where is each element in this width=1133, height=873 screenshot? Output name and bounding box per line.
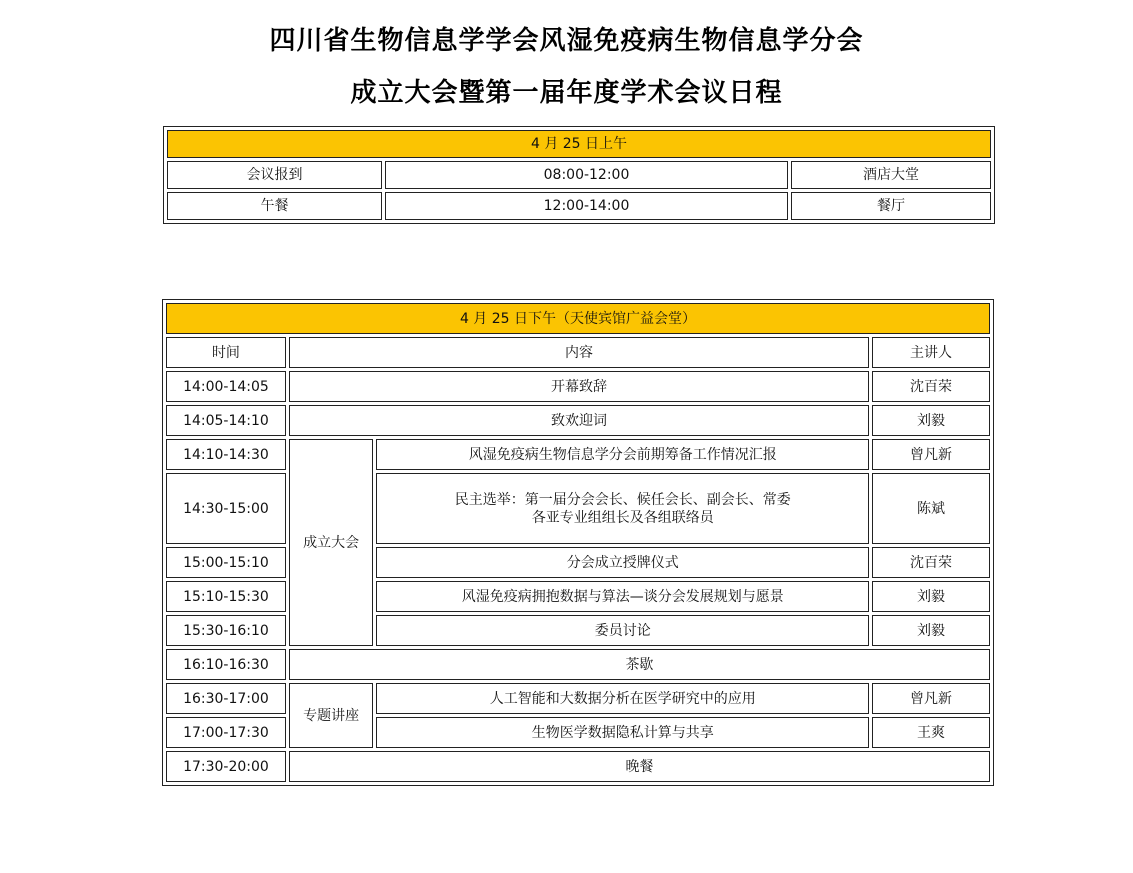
- col-header-time: 时间: [166, 337, 286, 368]
- morning-header: 4 月 25 日上午: [167, 130, 991, 158]
- time-cell: 15:00-15:10: [166, 547, 286, 578]
- content-cell: 开幕致辞: [289, 371, 869, 402]
- morning-place-cell: 餐厅: [791, 192, 991, 220]
- table-row: [166, 371, 990, 402]
- morning-time-cell: 08:00-12:00: [385, 161, 788, 189]
- content-cell: 生物医学数据隐私计算与共享: [376, 717, 869, 748]
- table-row: [167, 161, 991, 189]
- content-cell: 茶歇: [289, 649, 990, 680]
- time-cell: 17:30-20:00: [166, 751, 286, 782]
- content-cell: 晚餐: [289, 751, 990, 782]
- table-row: [166, 439, 990, 470]
- time-cell: 16:10-16:30: [166, 649, 286, 680]
- group-lecture-cell: 专题讲座: [289, 683, 374, 748]
- col-header-speaker: 主讲人: [872, 337, 990, 368]
- table-row: [166, 683, 990, 714]
- morning-schedule-table: [163, 126, 995, 224]
- table-row: [167, 192, 991, 220]
- speaker-cell: 沈百荣: [872, 547, 990, 578]
- time-cell: 16:30-17:00: [166, 683, 286, 714]
- speaker-cell: 刘毅: [872, 615, 990, 646]
- content-cell: 风湿免疫病生物信息学分会前期筹备工作情况汇报: [376, 439, 869, 470]
- content-line2: 各亚专业组组长及各组联络员: [531, 509, 714, 526]
- column-header-row: [166, 337, 990, 368]
- time-cell: 14:05-14:10: [166, 405, 286, 436]
- time-cell: 14:00-14:05: [166, 371, 286, 402]
- content-cell: 致欢迎词: [289, 405, 869, 436]
- group-founding-cell: 成立大会: [289, 439, 374, 646]
- content-line1: 民主选举：第一届分会会长、候任会长、副会长、常委: [454, 491, 791, 508]
- time-cell: 14:30-15:00: [166, 473, 286, 544]
- afternoon-header: 4 月 25 日下午（天使宾馆广益会堂）: [166, 303, 990, 334]
- table-row: [166, 649, 990, 680]
- speaker-cell: 曾凡新: [872, 683, 990, 714]
- morning-place-cell: 酒店大堂: [791, 161, 991, 189]
- content-cell: 委员讨论: [376, 615, 869, 646]
- content-cell: 分会成立授牌仪式: [376, 547, 869, 578]
- page-title-line1: 四川省生物信息学学会风湿免疫病生物信息学分会: [269, 26, 864, 56]
- col-header-content: 内容: [289, 337, 869, 368]
- speaker-cell: 曾凡新: [872, 439, 990, 470]
- morning-time-cell: 12:00-14:00: [385, 192, 788, 220]
- content-cell: [376, 473, 869, 544]
- time-cell: 14:10-14:30: [166, 439, 286, 470]
- content-cell: 风湿免疫病拥抱数据与算法—谈分会发展规划与愿景: [376, 581, 869, 612]
- morning-item-cell: 会议报到: [167, 161, 382, 189]
- afternoon-schedule-table: [162, 299, 994, 786]
- speaker-cell: 王爽: [872, 717, 990, 748]
- time-cell: 17:00-17:30: [166, 717, 286, 748]
- speaker-cell: 陈斌: [872, 473, 990, 544]
- content-cell: 人工智能和大数据分析在医学研究中的应用: [376, 683, 869, 714]
- speaker-cell: 刘毅: [872, 405, 990, 436]
- table-row: [166, 405, 990, 436]
- table-row: [166, 751, 990, 782]
- morning-item-cell: 午餐: [167, 192, 382, 220]
- page-title-line2: 成立大会暨第一届年度学术会议日程: [350, 78, 783, 108]
- speaker-cell: 沈百荣: [872, 371, 990, 402]
- time-cell: 15:30-16:10: [166, 615, 286, 646]
- speaker-cell: 刘毅: [872, 581, 990, 612]
- time-cell: 15:10-15:30: [166, 581, 286, 612]
